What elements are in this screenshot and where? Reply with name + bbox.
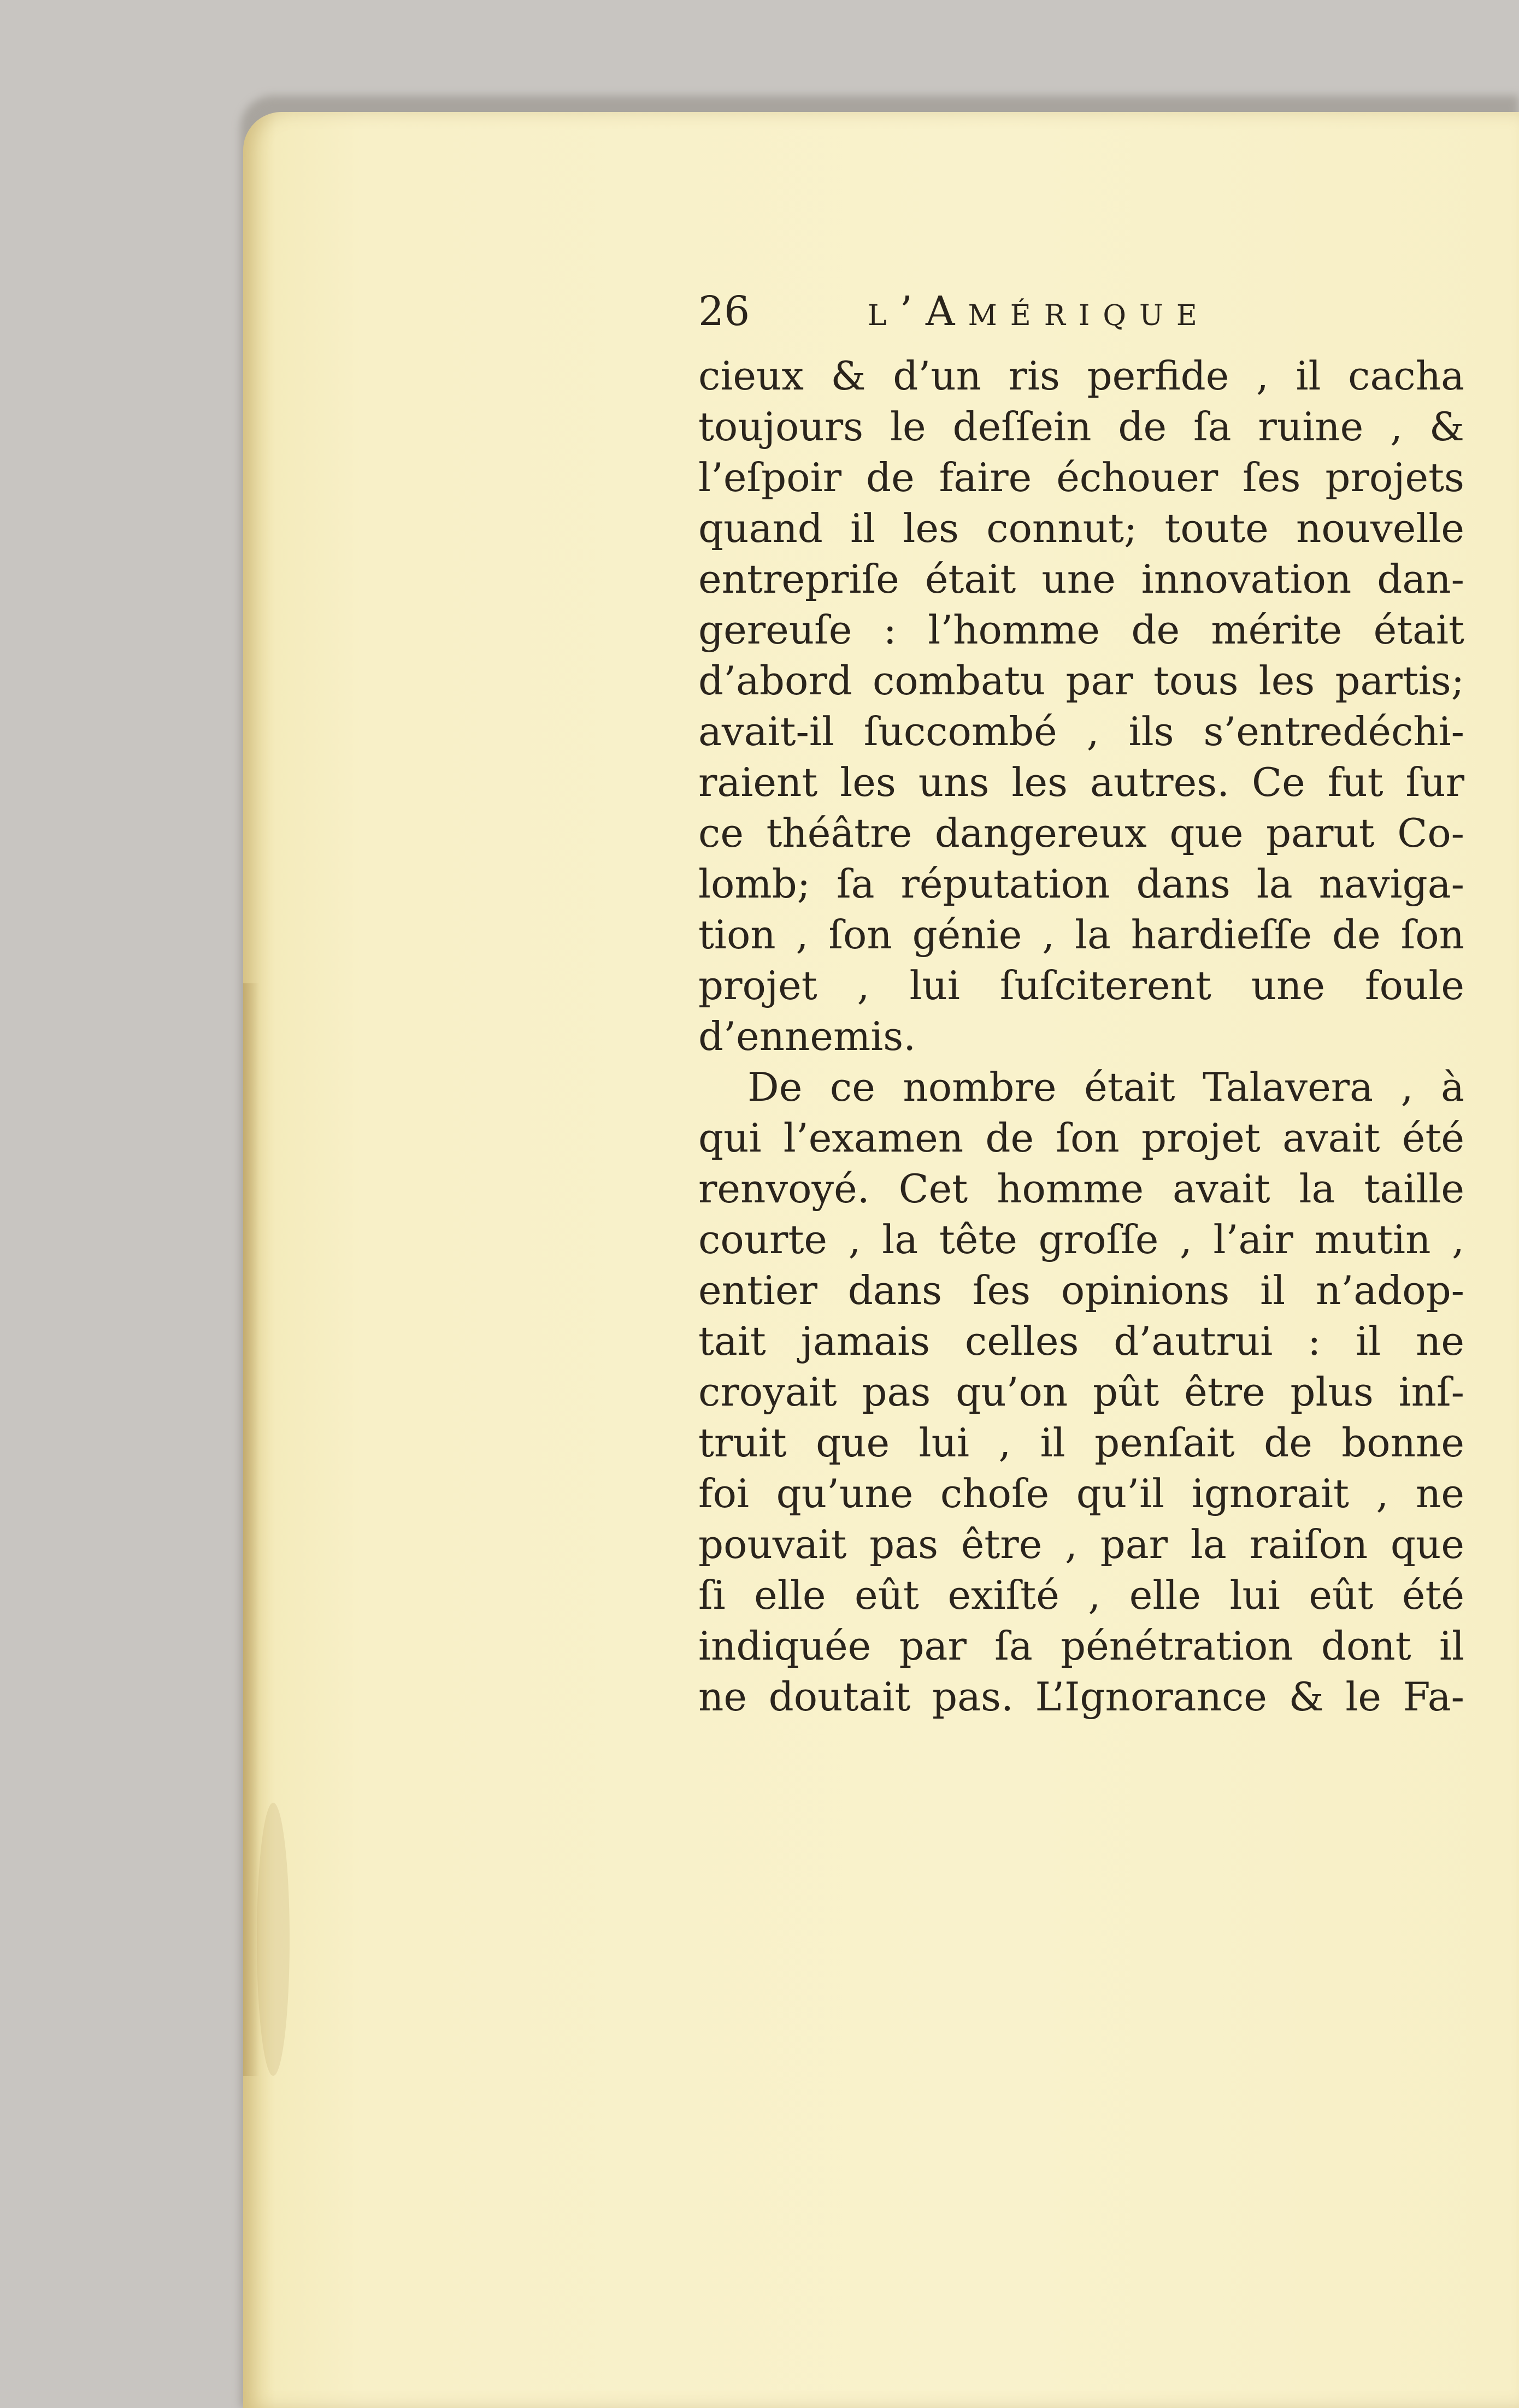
text-line: l’eſpoir de faire échouer ſes projets xyxy=(698,455,1464,500)
text-line: quand il les connut; toute nouvelle xyxy=(698,505,1464,551)
text-line: renvoyé. Cet homme avait la taille xyxy=(698,1166,1464,1212)
text-line: tait jamais celles d’autrui : il ne xyxy=(698,1318,1464,1364)
page-text xyxy=(698,284,1464,1722)
page-number: 26 xyxy=(698,288,750,335)
paper-stain xyxy=(257,1803,290,2076)
text-line: foi qu’une choſe qu’il ignorait , ne xyxy=(698,1471,1464,1516)
text-line: toujours le deſſein de ſa ruine , & xyxy=(698,404,1464,450)
text-line: gereuſe : l’homme de mérite était xyxy=(698,607,1464,653)
text-line: projet , lui ſuſciterent une foule xyxy=(698,963,1464,1008)
text-line: courte , la tête groſſe , l’air mutin , xyxy=(698,1217,1464,1262)
text-line: ne doutait pas. L’Ignorance & le Fa- xyxy=(698,1674,1464,1720)
text-line: lomb; ſa réputation dans la naviga- xyxy=(698,861,1464,907)
text-line: indiquée par ſa pénétration dont il xyxy=(698,1623,1464,1669)
body-text xyxy=(698,351,1464,1722)
paragraph-1 xyxy=(698,351,1464,1062)
text-line: tion , ſon génie , la hardieſſe de ſon xyxy=(698,912,1464,958)
text-line: pouvait pas être , par la raiſon que xyxy=(698,1521,1464,1567)
text-line: croyait pas qu’on pût être plus inſ- xyxy=(698,1369,1464,1415)
text-line: De ce nombre était Talavera , à xyxy=(747,1064,1464,1110)
text-line: d’abord combatu par tous les partis; xyxy=(698,658,1464,704)
text-line: qui l’examen de ſon projet avait été xyxy=(698,1115,1464,1161)
text-line: entier dans ſes opinions il n’adop- xyxy=(698,1267,1464,1313)
running-title: l’Amérique xyxy=(868,288,1210,335)
text-line: entrepriſe était une innovation dan- xyxy=(698,556,1464,602)
text-line: ſi elle eût exiſté , elle lui eût été xyxy=(698,1572,1464,1618)
text-line: ce théâtre dangereux que parut Co- xyxy=(698,810,1464,856)
text-line: truit que lui , il penſait de bonne xyxy=(698,1420,1464,1466)
text-line: d’ennemis. xyxy=(698,1013,916,1059)
text-line: avait-il ſuccombé , ils s’entredéchi- xyxy=(698,709,1464,754)
running-head xyxy=(698,284,1464,339)
text-line: raient les uns les autres. Ce fut ſur xyxy=(698,759,1464,805)
paragraph-2 xyxy=(698,1062,1464,1722)
text-line: cieux & d’un ris perfide , il cacha xyxy=(698,353,1464,399)
